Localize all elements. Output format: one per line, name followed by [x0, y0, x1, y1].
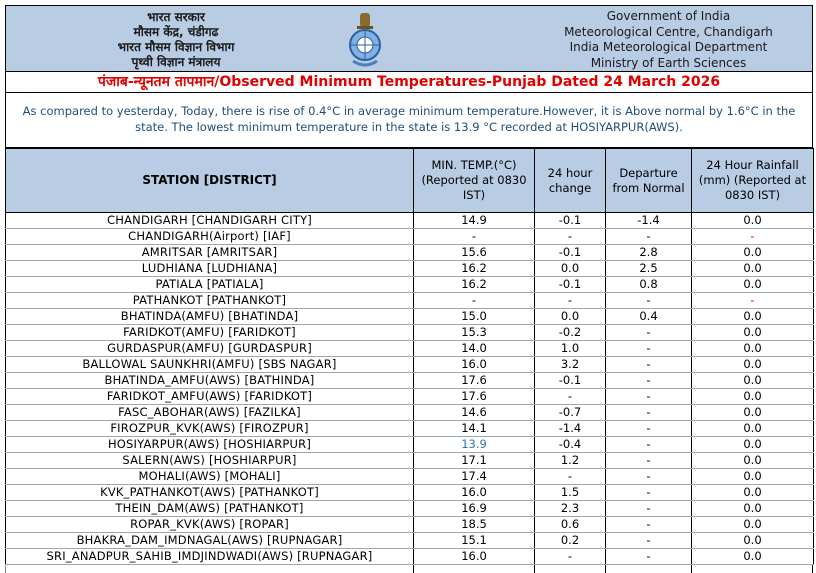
rainfall-cell: 0.0 [692, 245, 814, 261]
min-temp-cell: 13.9 [414, 437, 535, 453]
station-cell: BHATINDA(AMFU) [BHATINDA] [6, 309, 414, 325]
departure-cell: 2.8 [606, 245, 692, 261]
rainfall-cell: 0.0 [692, 309, 814, 325]
station-cell: CHANDIGARH [CHANDIGARH CITY] [6, 213, 414, 229]
min-temp-cell: 16.0 [414, 549, 535, 565]
station-cell: FARIDKOT_AMFU(AWS) [FARIDKOT] [6, 389, 414, 405]
station-cell: BHAKRA_DAM_IMDNAGAL(AWS) [RUPNAGAR] [6, 533, 414, 549]
table-row [6, 293, 814, 309]
station-cell: HOSIYARPUR(AWS) [HOSHIARPUR] [6, 437, 414, 453]
change-cell: 1.5 [535, 485, 606, 501]
min-temp-cell: 16.2 [414, 277, 535, 293]
min-temp-cell: 18.5 [414, 517, 535, 533]
change-cell: 0.2 [535, 533, 606, 549]
rainfall-cell: - [692, 293, 814, 309]
station-cell: MOHALI(AWS) [MOHALI] [6, 469, 414, 485]
departure-cell: - [606, 501, 692, 517]
station-cell: SALERN(AWS) [HOSHIARPUR] [6, 453, 414, 469]
hindi-line: भारत मौसम विज्ञान विभाग [117, 40, 235, 54]
change-cell: -0.1 [535, 213, 606, 229]
rainfall-cell: 0.0 [692, 341, 814, 357]
rainfall-cell: 0.0 [692, 437, 814, 453]
departure-cell: - [606, 405, 692, 421]
rainfall-cell: 0.0 [692, 389, 814, 405]
hindi-line: भारत सरकार [147, 10, 205, 24]
rainfall-cell: 0.0 [692, 373, 814, 389]
min-temp-cell: - [414, 293, 535, 309]
rainfall-cell: 0.0 [692, 213, 814, 229]
min-temp-cell: 17.6 [414, 389, 535, 405]
table-header-row [6, 149, 814, 213]
rainfall-cell: 0.0 [692, 405, 814, 421]
min-temp-cell: 14.6 [414, 405, 535, 421]
table-row [6, 501, 814, 517]
rainfall-cell: 0.0 [692, 421, 814, 437]
table-row [6, 389, 814, 405]
rainfall-cell: 0.0 [692, 453, 814, 469]
rainfall-cell: 0.0 [692, 357, 814, 373]
change-cell: 0.0 [535, 261, 606, 277]
table-row [6, 277, 814, 293]
departure-cell: -1.4 [606, 213, 692, 229]
table-row [6, 437, 814, 453]
table-bottom-edge [5, 565, 813, 573]
hindi-org-block [91, 10, 261, 70]
table-row [6, 549, 814, 565]
column-header-min-temp: MIN. TEMP.(°C) (Reported at 0830 IST) [414, 149, 535, 213]
change-cell: 1.0 [535, 341, 606, 357]
column-header-station: STATION [DISTRICT] [6, 149, 414, 213]
table-row [6, 373, 814, 389]
departure-cell: - [606, 437, 692, 453]
min-temp-cell: 16.0 [414, 485, 535, 501]
rainfall-cell: 0.0 [692, 549, 814, 565]
min-temp-cell: 15.1 [414, 533, 535, 549]
min-temp-cell: - [414, 229, 535, 245]
change-cell: - [535, 389, 606, 405]
change-cell: -0.7 [535, 405, 606, 421]
change-cell: -1.4 [535, 421, 606, 437]
change-cell: -0.2 [535, 325, 606, 341]
hindi-line: मौसम केंद्र, चंडीगढ [133, 25, 219, 39]
english-line: Government of India [606, 9, 731, 23]
english-line: Ministry of Earth Sciences [590, 55, 747, 70]
station-cell: FARIDKOT(AMFU) [FARIDKOT] [6, 325, 414, 341]
change-cell: -0.1 [535, 277, 606, 293]
station-cell: LUDHIANA [LUDHIANA] [6, 261, 414, 277]
column-header-24h-change: 24 hour change [535, 149, 606, 213]
table-row [6, 229, 814, 245]
rainfall-cell: 0.0 [692, 485, 814, 501]
change-cell: - [535, 293, 606, 309]
rainfall-cell: 0.0 [692, 261, 814, 277]
table-row [6, 357, 814, 373]
hindi-line: पृथ्वी विज्ञान मंत्रालय [131, 55, 221, 69]
table-row [6, 309, 814, 325]
min-temp-cell: 17.4 [414, 469, 535, 485]
change-cell: 0.0 [535, 309, 606, 325]
min-temp-cell: 15.0 [414, 309, 535, 325]
min-temp-cell: 16.2 [414, 261, 535, 277]
departure-cell: - [606, 373, 692, 389]
departure-cell: - [606, 549, 692, 565]
station-cell: FIROZPUR_KVK(AWS) [FIROZPUR] [6, 421, 414, 437]
table-row [6, 341, 814, 357]
departure-cell: - [606, 453, 692, 469]
departure-cell: - [606, 469, 692, 485]
departure-cell: - [606, 325, 692, 341]
table-row [6, 261, 814, 277]
min-temp-cell: 14.1 [414, 421, 535, 437]
table-row [6, 469, 814, 485]
rainfall-cell: 0.0 [692, 325, 814, 341]
station-cell: BALLOWAL SAUNKHRI(AMFU) [SBS NAGAR] [6, 357, 414, 373]
change-cell: -0.4 [535, 437, 606, 453]
rainfall-cell: 0.0 [692, 533, 814, 549]
change-cell: 2.3 [535, 501, 606, 517]
departure-cell: - [606, 341, 692, 357]
min-temp-cell: 16.9 [414, 501, 535, 517]
column-header-departure: Departure from Normal [606, 149, 692, 213]
min-temp-cell: 17.6 [414, 373, 535, 389]
change-cell: 0.6 [535, 517, 606, 533]
departure-cell: - [606, 517, 692, 533]
change-cell: -0.1 [535, 373, 606, 389]
table-body [6, 213, 814, 565]
table-row [6, 485, 814, 501]
table-row [6, 533, 814, 549]
rainfall-cell: - [692, 229, 814, 245]
change-cell: 1.2 [535, 453, 606, 469]
station-cell: ROPAR_KVK(AWS) [ROPAR] [6, 517, 414, 533]
change-cell: - [535, 549, 606, 565]
min-temp-cell: 17.1 [414, 453, 535, 469]
departure-cell: 2.5 [606, 261, 692, 277]
departure-cell: - [606, 357, 692, 373]
station-cell: CHANDIGARH(Airport) [IAF] [6, 229, 414, 245]
departure-cell: - [606, 533, 692, 549]
min-temp-cell: 15.3 [414, 325, 535, 341]
departure-cell: - [606, 293, 692, 309]
table-row [6, 453, 814, 469]
station-cell: PATIALA [PATIALA] [6, 277, 414, 293]
change-cell: - [535, 469, 606, 485]
change-cell: - [535, 229, 606, 245]
rainfall-cell: 0.0 [692, 469, 814, 485]
column-header-rainfall: 24 Hour Rainfall (mm) (Reported at 0830 IST) [692, 149, 814, 213]
station-cell: KVK_PATHANKOT(AWS) [PATHANKOT] [6, 485, 414, 501]
departure-cell: - [606, 389, 692, 405]
departure-cell: - [606, 229, 692, 245]
table-row [6, 405, 814, 421]
change-cell: 3.2 [535, 357, 606, 373]
report-title: पंजाब-न्यूनतम तापमान/Observed Minimum Temperatures-Punjab Dated 24 March 2026 [5, 72, 813, 93]
departure-cell: - [606, 421, 692, 437]
summary-text: As compared to yesterday, Today, there is rise of 0.4°C in average minimum temperature.However, it is Above normal by 1.6°C in the state. The lowest minimum temperature in the state is 13.9 °C recorded at HOSIYARPUR(AWS). [5, 93, 813, 148]
table-row [6, 421, 814, 437]
min-temp-cell: 14.9 [414, 213, 535, 229]
table-row [6, 517, 814, 533]
rainfall-cell: 0.0 [692, 501, 814, 517]
departure-cell: - [606, 485, 692, 501]
rainfall-cell: 0.0 [692, 277, 814, 293]
table-row [6, 325, 814, 341]
english-org-block [526, 9, 811, 71]
rainfall-cell: 0.0 [692, 517, 814, 533]
station-cell: THEIN_DAM(AWS) [PATHANKOT] [6, 501, 414, 517]
departure-cell: 0.8 [606, 277, 692, 293]
header-banner [5, 5, 813, 72]
station-cell: BHATINDA_AMFU(AWS) [BATHINDA] [6, 373, 414, 389]
min-temp-cell: 14.0 [414, 341, 535, 357]
station-cell: AMRITSAR [AMRITSAR] [6, 245, 414, 261]
table-row [6, 245, 814, 261]
min-temp-cell: 15.6 [414, 245, 535, 261]
english-line: Meteorological Centre, Chandigarh [564, 24, 773, 39]
departure-cell: 0.4 [606, 309, 692, 325]
imd-emblem-icon [339, 9, 391, 71]
min-temp-cell: 16.0 [414, 357, 535, 373]
station-cell: PATHANKOT [PATHANKOT] [6, 293, 414, 309]
table-row [6, 213, 814, 229]
change-cell: -0.1 [535, 245, 606, 261]
station-cell: SRI_ANADPUR_SAHIB_IMDJINDWADI(AWS) [RUPNAGAR] [6, 549, 414, 565]
english-line: India Meteorological Department [569, 40, 768, 54]
station-cell: FASC_ABOHAR(AWS) [FAZILKA] [6, 405, 414, 421]
station-cell: GURDASPUR(AMFU) [GURDASPUR] [6, 341, 414, 357]
temperature-table [5, 148, 814, 565]
